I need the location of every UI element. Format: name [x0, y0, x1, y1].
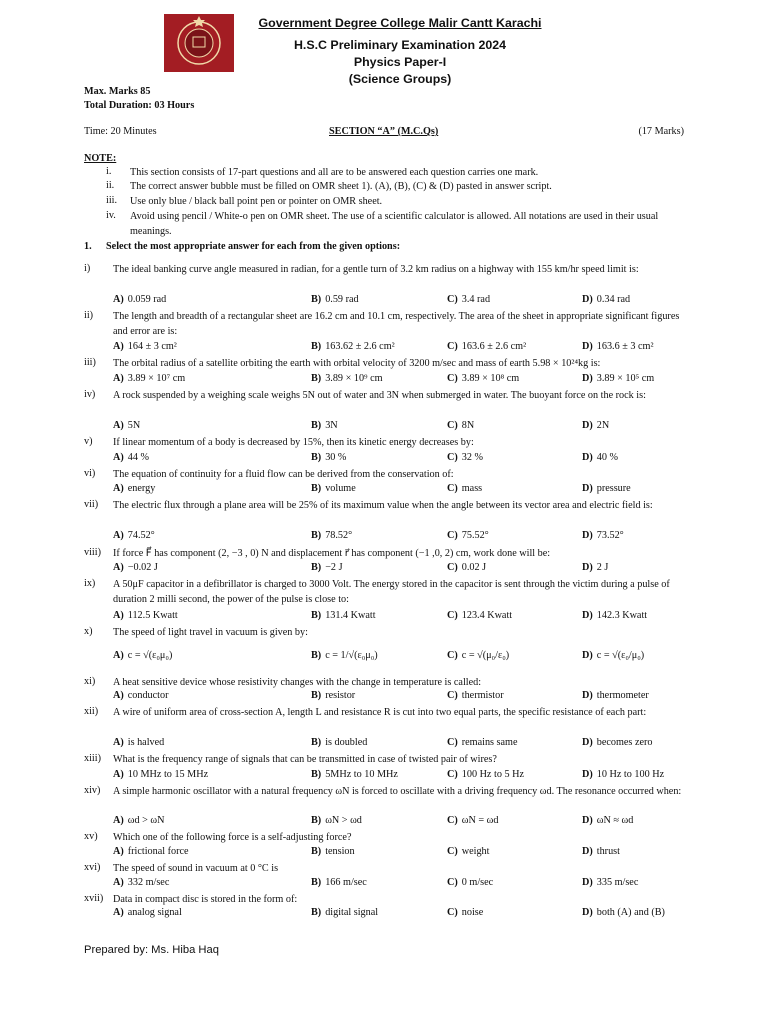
option-c[interactable] [447, 737, 517, 748]
question-number: ii) [84, 310, 94, 321]
option-value: 10 MHz to 15 MHz [127, 769, 209, 780]
options-row [113, 452, 693, 466]
options-row [113, 562, 693, 576]
option-letter: B) [311, 420, 322, 431]
option-value: 166 m/sec [325, 877, 367, 888]
options-row [113, 877, 693, 891]
option-value: becomes zero [596, 737, 653, 748]
option-d[interactable] [582, 815, 633, 826]
option-letter: B) [311, 650, 322, 661]
option-letter: D) [582, 483, 593, 494]
note-text: Use only blue / black ball point pen or pointer on OMR sheet. [130, 196, 383, 207]
option-letter: A) [113, 530, 124, 541]
option-letter: C) [447, 690, 458, 701]
option-letter: C) [447, 530, 458, 541]
option-b[interactable] [311, 877, 367, 888]
option-b[interactable] [311, 562, 343, 573]
question-text: Which one of the following force is a self-adjusting force? [113, 832, 352, 843]
option-letter: D) [582, 530, 593, 541]
option-letter: B) [311, 452, 322, 463]
option-d[interactable] [582, 877, 638, 888]
note-number: iv. [106, 210, 116, 221]
option-value: 163.6 ± 3 cm² [596, 341, 654, 352]
college-name: Government Degree College Malir Cantt Karachi [258, 16, 542, 30]
option-letter: C) [447, 737, 458, 748]
option-value: 73.52° [596, 530, 624, 541]
question-text: The speed of sound in vacuum at 0 °C is [113, 863, 279, 874]
question-text: A simple harmonic oscillator with a natural frequency ωN is forced to oscillate with a driving frequency ωd. The resonance occurred when: [113, 786, 682, 797]
option-letter: D) [582, 610, 593, 621]
question-text: A rock suspended by a weighing scale weighs 5N out of water and 3N when submerged in water. The buoyant force on the rock is: [113, 390, 646, 401]
question-text: What is the frequency range of signals that can be transmitted in case of twisted pair of wires? [113, 754, 497, 765]
option-value: ωN ≈ ωd [596, 815, 634, 826]
option-a[interactable] [113, 562, 158, 573]
option-value: thermometer [596, 690, 649, 701]
option-value: 74.52° [127, 530, 155, 541]
option-value: weight [461, 846, 490, 857]
option-c[interactable] [447, 846, 489, 857]
option-a[interactable] [113, 815, 164, 826]
option-letter: C) [447, 846, 458, 857]
option-a[interactable] [113, 877, 169, 888]
option-c[interactable] [447, 690, 504, 701]
option-c[interactable] [447, 877, 493, 888]
option-c[interactable] [447, 815, 498, 826]
option-letter: D) [582, 769, 593, 780]
option-value: 3.89 × 10⁵ cm [596, 373, 655, 384]
option-value: 142.3 Kwatt [596, 610, 648, 621]
option-value: 0.59 rad [325, 294, 359, 305]
option-c[interactable] [447, 373, 519, 384]
option-value: c = √(ε₀μ₀) [127, 650, 173, 661]
option-value: tension [325, 846, 355, 857]
option-value: 0.34 rad [596, 294, 631, 305]
option-letter: D) [582, 341, 593, 352]
option-letter: B) [311, 610, 322, 621]
option-letter: A) [113, 452, 124, 463]
option-a[interactable] [113, 610, 178, 621]
option-a[interactable] [113, 530, 155, 541]
option-value: 2 J [596, 562, 609, 573]
option-b[interactable] [311, 483, 356, 494]
question-number: x) [84, 626, 93, 637]
question-number: xvi) [84, 862, 101, 873]
option-value: 3.89 × 10⁹ cm [325, 373, 383, 384]
option-value: −0.02 J [127, 562, 158, 573]
option-letter: C) [447, 650, 458, 661]
option-value: 78.52° [325, 530, 353, 541]
note-text: Avoid using pencil / White-o pen on OMR sheet. The use of a scientific calculator is allowed. All notations are used in their usual meanings. [130, 211, 659, 237]
option-letter: B) [311, 846, 322, 857]
option-value: 112.5 Kwatt [127, 610, 178, 621]
question-text: The equation of continuity for a fluid flow can be derived from the conservation of: [113, 469, 454, 480]
option-letter: B) [311, 294, 322, 305]
option-c[interactable] [447, 483, 482, 494]
question-number: xv) [84, 831, 98, 842]
option-letter: A) [113, 769, 124, 780]
option-letter: D) [582, 690, 593, 701]
option-letter: C) [447, 769, 458, 780]
question-number: xvii) [84, 893, 104, 904]
option-a[interactable] [113, 737, 164, 748]
option-value: 3.89 × 10⁷ cm [127, 373, 186, 384]
note-title: NOTE: [84, 153, 117, 164]
options-row [113, 769, 693, 783]
section-marks: (17 Marks) [638, 126, 684, 137]
option-c[interactable] [447, 452, 483, 463]
option-a[interactable] [113, 690, 169, 701]
option-d[interactable] [582, 846, 620, 857]
option-a[interactable] [113, 294, 166, 305]
option-value: 3N [325, 420, 338, 431]
question-text: The orbital radius of a satellite orbiting the earth with orbital velocity of 3200 m/sec and mass of earth 5.98 × 10²⁴kg is: [113, 358, 601, 369]
option-a[interactable] [113, 373, 185, 384]
note-number: iii. [106, 195, 118, 206]
option-a[interactable] [113, 341, 177, 352]
option-value: remains same [461, 737, 518, 748]
option-c[interactable] [447, 341, 526, 352]
question-text: Data in compact disc is stored in the form of: [113, 894, 298, 905]
option-value: c = √(μ₀/ε₀) [461, 650, 510, 661]
option-letter: C) [447, 562, 458, 573]
option-a[interactable] [113, 452, 149, 463]
option-value: pressure [596, 483, 631, 494]
question-number: v) [84, 436, 93, 447]
option-d[interactable] [582, 294, 630, 305]
instruction-text: Select the most appropriate answer for each from the given options: [106, 241, 401, 252]
option-letter: D) [582, 650, 593, 661]
question-number: xiii) [84, 753, 101, 764]
option-letter: A) [113, 846, 124, 857]
option-c[interactable] [447, 650, 509, 661]
option-value: 40 % [596, 452, 618, 463]
option-b[interactable] [311, 420, 338, 431]
option-letter: C) [447, 341, 458, 352]
option-b[interactable] [311, 373, 383, 384]
option-a[interactable] [113, 769, 208, 780]
option-a[interactable] [113, 420, 140, 431]
option-d[interactable] [582, 341, 654, 352]
option-b[interactable] [311, 907, 378, 918]
options-row [113, 530, 693, 544]
option-letter: C) [447, 483, 458, 494]
option-a[interactable] [113, 907, 182, 918]
question-text: A heat sensitive device whose resistivity changes with the change in temperature is called: [113, 677, 482, 688]
options-row [113, 483, 693, 497]
option-value: is doubled [325, 737, 368, 748]
question-text: A wire of uniform area of cross-section A, length L and resistance R is cut into two equal parts, the specific resistance of each part: [113, 707, 647, 718]
exam-title: H.S.C Preliminary Examination 2024 [293, 38, 507, 52]
option-value: ωN > ωd [325, 815, 362, 826]
options-row [113, 650, 693, 664]
option-value: 75.52° [461, 530, 489, 541]
option-letter: B) [311, 877, 322, 888]
option-letter: B) [311, 769, 322, 780]
option-d[interactable] [582, 650, 644, 661]
option-d[interactable] [582, 562, 608, 573]
option-b[interactable] [311, 690, 355, 701]
options-row [113, 341, 693, 355]
option-c[interactable] [447, 907, 483, 918]
option-value: 10 Hz to 100 Hz [596, 769, 665, 780]
option-letter: B) [311, 341, 322, 352]
option-value: −2 J [325, 562, 343, 573]
option-letter: B) [311, 690, 322, 701]
option-letter: A) [113, 877, 124, 888]
option-value: 5N [127, 420, 141, 431]
option-value: 123.4 Kwatt [461, 610, 513, 621]
option-letter: D) [582, 737, 593, 748]
question-number: vi) [84, 468, 96, 479]
option-letter: C) [447, 877, 458, 888]
option-c[interactable] [447, 294, 490, 305]
options-row [113, 815, 693, 829]
option-value: resistor [325, 690, 356, 701]
paper-title: Physics Paper-I [353, 55, 447, 69]
option-value: 163.62 ± 2.6 cm² [325, 341, 395, 352]
option-value: 3.89 × 10⁸ cm [461, 373, 520, 384]
option-value: 2N [596, 420, 610, 431]
option-letter: C) [447, 373, 458, 384]
options-row [113, 737, 693, 751]
option-value: 163.6 ± 2.6 cm² [461, 341, 527, 352]
option-letter: D) [582, 907, 593, 918]
option-letter: A) [113, 690, 124, 701]
option-letter: A) [113, 420, 124, 431]
question-text: If linear momentum of a body is decreased by 15%, then its kinetic energy decreases by: [113, 437, 474, 448]
option-value: 0 m/sec [461, 877, 494, 888]
option-letter: B) [311, 907, 322, 918]
option-b[interactable] [311, 341, 395, 352]
option-c[interactable] [447, 610, 512, 621]
option-letter: A) [113, 907, 124, 918]
option-letter: C) [447, 452, 458, 463]
option-b[interactable] [311, 610, 376, 621]
option-value: 5MHz to 10 MHz [325, 769, 398, 780]
option-value: 335 m/sec [596, 877, 639, 888]
options-row [113, 907, 693, 921]
question-number: xii) [84, 706, 99, 717]
option-letter: B) [311, 562, 322, 573]
section-title: SECTION “A” (M.C.Qs) [329, 126, 439, 137]
instruction-number: 1. [84, 241, 92, 252]
option-letter: A) [113, 294, 124, 305]
option-value: 131.4 Kwatt [325, 610, 376, 621]
option-b[interactable] [311, 650, 378, 661]
option-letter: A) [113, 650, 124, 661]
question-number: vii) [84, 499, 99, 510]
option-letter: C) [447, 420, 458, 431]
option-letter: D) [582, 452, 593, 463]
option-c[interactable] [447, 562, 486, 573]
option-d[interactable] [582, 530, 624, 541]
option-letter: C) [447, 815, 458, 826]
option-letter: C) [447, 294, 458, 305]
options-row [113, 420, 693, 434]
option-letter: D) [582, 562, 593, 573]
option-b[interactable] [311, 815, 362, 826]
instruction [84, 241, 400, 252]
question-text: The electric flux through a plane area will be 25% of its maximum value when the angle between its vector area and electric field is: [113, 500, 653, 511]
note-number: i. [106, 166, 112, 177]
note-item [84, 195, 684, 209]
option-letter: D) [582, 815, 593, 826]
question-number: iv) [84, 389, 96, 400]
option-value: 44 % [127, 452, 149, 463]
option-a[interactable] [113, 650, 172, 661]
option-value: 30 % [325, 452, 347, 463]
question-text: The ideal banking curve angle measured in radian, for a gentle turn of 3.2 km radius on a highway with 155 km/hr speed limit is: [113, 264, 639, 275]
question-number: i) [84, 263, 91, 274]
option-value: 332 m/sec [127, 877, 170, 888]
option-value: mass [461, 483, 483, 494]
option-value: digital signal [325, 907, 379, 918]
note-item [84, 166, 684, 180]
options-row [113, 294, 693, 308]
option-c[interactable] [447, 769, 524, 780]
question-number: xiv) [84, 785, 101, 796]
options-row [113, 373, 693, 387]
option-letter: D) [582, 877, 593, 888]
option-b[interactable] [311, 737, 367, 748]
option-value: frictional force [127, 846, 189, 857]
question-text: A 50μF capacitor in a defibrillator is charged to 3000 Volt. The energy stored in the capacitor is sent through the victim during a pulse of duration 2 milli second, the power of the pulse is close to: [113, 579, 670, 605]
option-value: 100 Hz to 5 Hz [461, 769, 524, 780]
section-time: Time: 20 Minutes [84, 126, 157, 137]
question-text: The length and breadth of a rectangular sheet are 16.2 cm and 10.1 cm, respectively. The area of the sheet in appropriate significant figures and error are is: [113, 311, 680, 337]
options-row [113, 690, 693, 704]
option-letter: B) [311, 737, 322, 748]
option-d[interactable] [582, 452, 618, 463]
option-letter: B) [311, 373, 322, 384]
option-d[interactable] [582, 690, 649, 701]
option-d[interactable] [582, 737, 652, 748]
option-d[interactable] [582, 769, 664, 780]
option-d[interactable] [582, 420, 609, 431]
option-value: 0.059 rad [127, 294, 167, 305]
option-value: energy [127, 483, 156, 494]
option-letter: B) [311, 483, 322, 494]
note-item [84, 180, 684, 194]
option-value: c = 1/√(ε₀μ₀) [325, 650, 378, 661]
note-number: ii. [106, 180, 115, 191]
option-letter: D) [582, 294, 593, 305]
options-row [113, 846, 693, 860]
option-c[interactable] [447, 420, 474, 431]
groups-title: (Science Groups) [348, 72, 452, 86]
option-a[interactable] [113, 846, 189, 857]
question-text: The speed of light travel in vacuum is given by: [113, 627, 308, 638]
max-marks: Max. Marks 85 [84, 86, 151, 97]
option-letter: B) [311, 815, 322, 826]
option-letter: A) [113, 815, 124, 826]
option-d[interactable] [582, 373, 654, 384]
option-letter: B) [311, 530, 322, 541]
option-value: ωN = ωd [461, 815, 499, 826]
note-item [84, 210, 684, 237]
option-d[interactable] [582, 907, 665, 918]
question-number: iii) [84, 357, 96, 368]
option-letter: A) [113, 483, 124, 494]
total-duration: Total Duration: 03 Hours [84, 100, 195, 111]
section-row [84, 126, 684, 140]
question-number: viii) [84, 547, 101, 558]
option-value: 3.4 rad [461, 294, 491, 305]
option-b[interactable] [311, 294, 359, 305]
option-value: 164 ± 3 cm² [127, 341, 177, 352]
option-letter: C) [447, 610, 458, 621]
option-letter: D) [582, 846, 593, 857]
note-text: This section consists of 17-part questions and all are to be answered each question carries one mark. [130, 167, 539, 178]
option-letter: A) [113, 373, 124, 384]
option-d[interactable] [582, 610, 647, 621]
option-value: conductor [127, 690, 169, 701]
option-value: 8N [461, 420, 475, 431]
option-value: 0.02 J [461, 562, 487, 573]
option-letter: A) [113, 610, 124, 621]
option-a[interactable] [113, 483, 155, 494]
option-value: 32 % [461, 452, 483, 463]
option-letter: A) [113, 562, 124, 573]
prepared-by: Prepared by: Ms. Hiba Haq [84, 944, 219, 956]
option-letter: D) [582, 420, 593, 431]
option-b[interactable] [311, 846, 355, 857]
option-letter: A) [113, 341, 124, 352]
option-letter: A) [113, 737, 124, 748]
option-b[interactable] [311, 769, 398, 780]
option-value: both (A) and (B) [596, 907, 665, 918]
option-letter: C) [447, 907, 458, 918]
option-value: thrust [596, 846, 620, 857]
option-value: volume [325, 483, 356, 494]
option-value: c = √(ε₀/μ₀) [596, 650, 645, 661]
option-value: analog signal [127, 907, 182, 918]
option-d[interactable] [582, 483, 631, 494]
option-b[interactable] [311, 452, 346, 463]
option-value: ωd > ωN [127, 815, 165, 826]
option-b[interactable] [311, 530, 352, 541]
note-text: The correct answer bubble must be filled on OMR sheet 1). (A), (B), (C) & (D) pasted in answer script. [130, 181, 552, 192]
option-value: noise [461, 907, 484, 918]
options-row [113, 610, 693, 624]
question-number: ix) [84, 578, 96, 589]
question-text: If force F⃗ has component (2, −3 , 0) N and displacement r⃗ has component (−1 ,0, 2) cm, work done will be: [113, 548, 551, 559]
option-c[interactable] [447, 530, 489, 541]
option-value: is halved [127, 737, 165, 748]
question-number: xi) [84, 676, 96, 687]
option-letter: D) [582, 373, 593, 384]
option-value: thermistor [461, 690, 504, 701]
